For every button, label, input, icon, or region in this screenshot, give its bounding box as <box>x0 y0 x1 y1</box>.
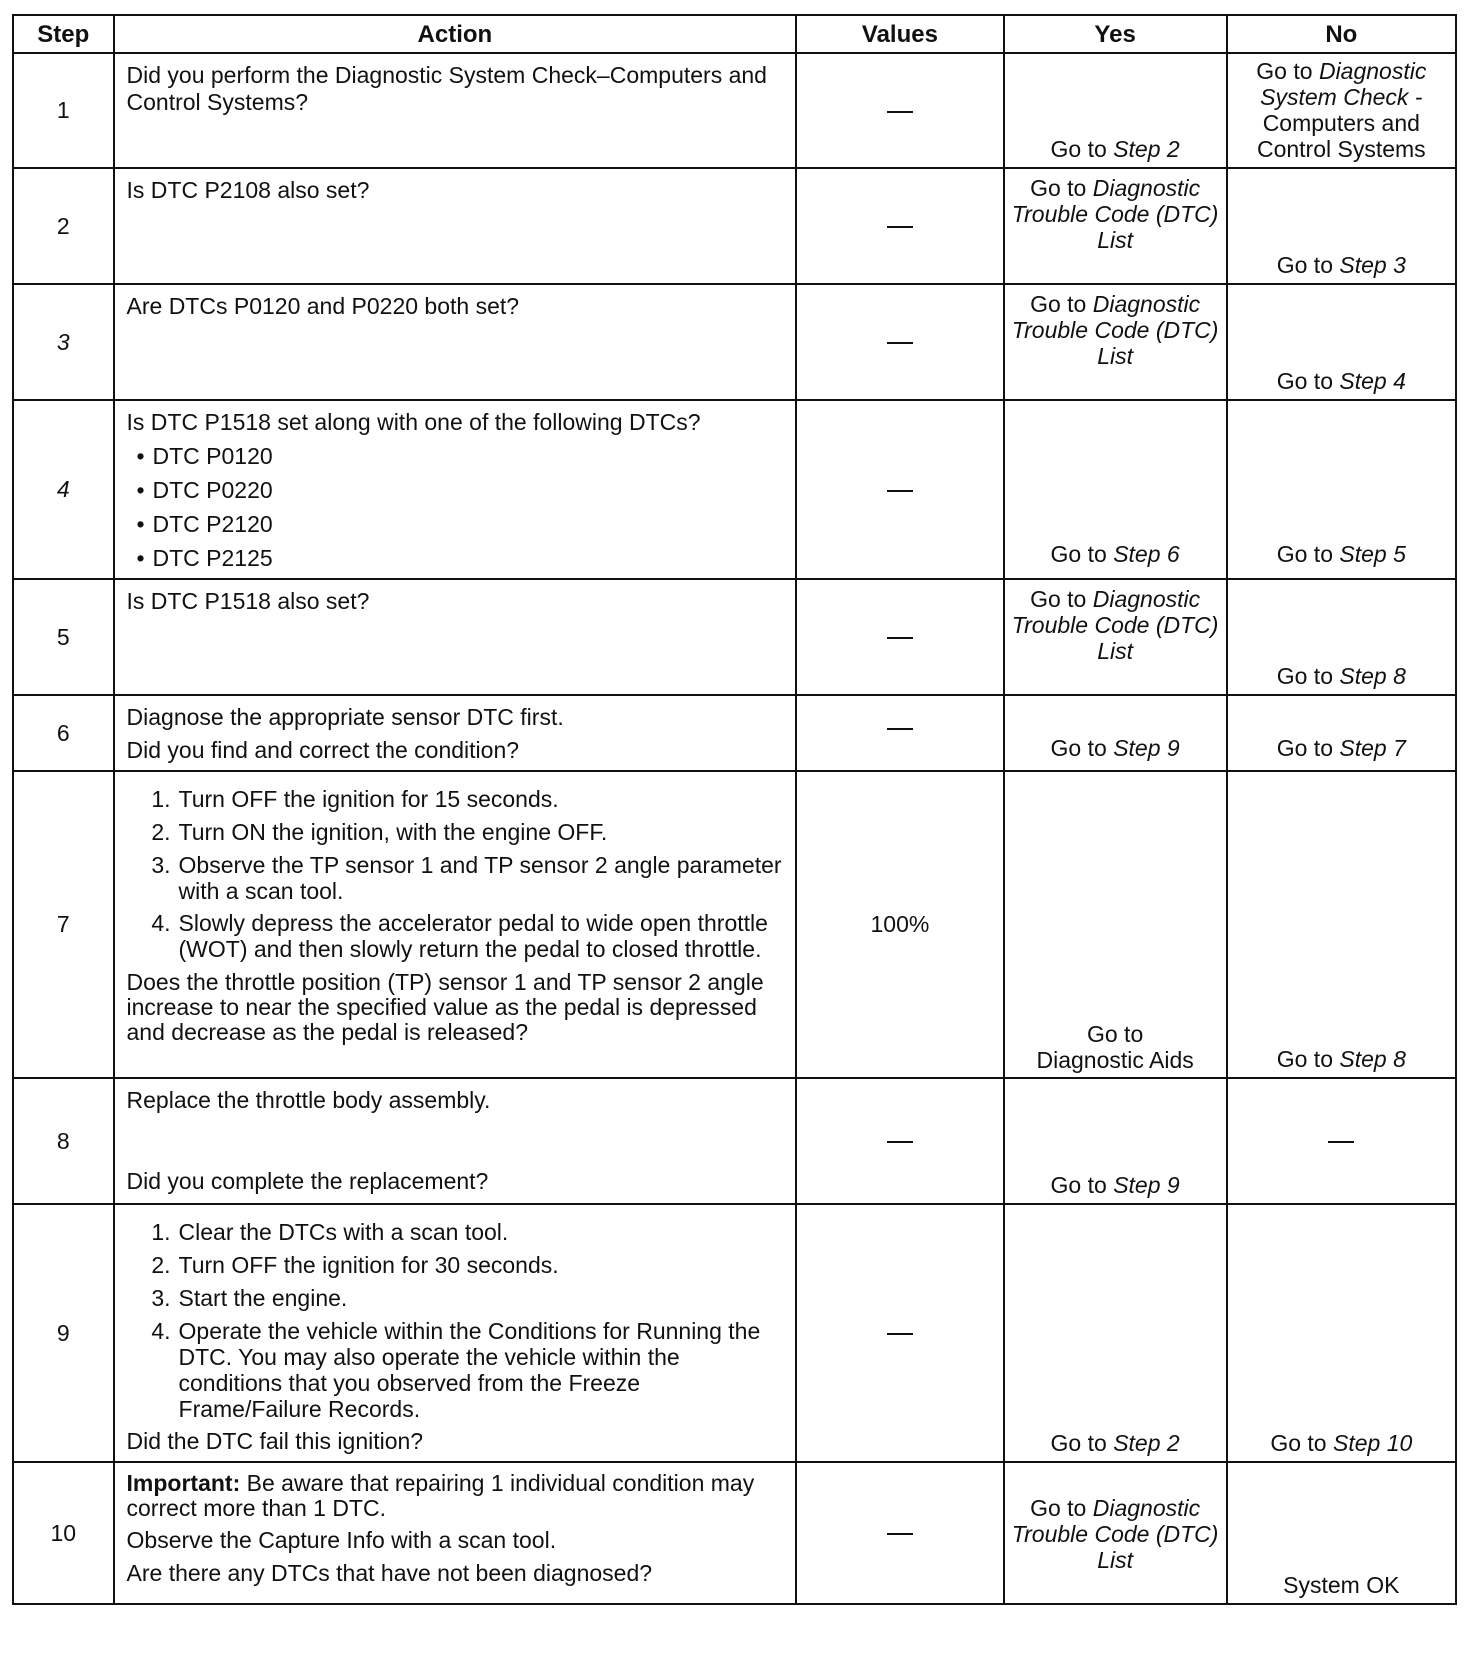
action-text <box>114 1204 797 1462</box>
procedure-list <box>127 786 788 962</box>
header-yes: Yes <box>1004 15 1227 53</box>
yes-ref: Step 2 <box>1113 136 1180 162</box>
header-values: Values <box>796 15 1003 53</box>
no-cell <box>1227 1204 1456 1462</box>
step-number: 5 <box>13 579 114 695</box>
yes-ref: Diagnostic Trouble Code (DTC) List <box>1011 1495 1219 1573</box>
action-question: Does the throttle position (TP) sensor 1 and TP sensor 2 angle increase to near the specified value as the pedal is depressed and decrease as the pedal is released? <box>126 969 764 1045</box>
action-text <box>114 168 797 284</box>
list-item: 2. Turn OFF the ignition for 30 seconds. <box>151 1252 559 1278</box>
action-question: Is DTC P1518 also set? <box>126 588 370 614</box>
table-row-step-8 <box>13 1078 1456 1204</box>
action-question: Did the DTC fail this ignition? <box>126 1428 424 1454</box>
values-cell <box>796 284 1003 400</box>
dash-mark <box>887 342 913 344</box>
dash-mark <box>1328 1141 1354 1143</box>
step-number: 7 <box>13 771 114 1078</box>
list-item: • DTC P2120 <box>127 511 788 538</box>
dtc-list <box>127 443 788 572</box>
list-item: 2. Turn ON the ignition, with the engine OFF. <box>151 819 608 845</box>
action-text <box>114 1462 797 1604</box>
action-question: Is DTC P2108 also set? <box>126 177 370 203</box>
no-suffix: Computers and Control Systems <box>1256 110 1426 162</box>
dash-mark <box>887 111 913 113</box>
values-cell <box>796 695 1003 771</box>
table-row-step-9 <box>13 1204 1456 1462</box>
yes-cell <box>1004 771 1227 1078</box>
yes-ref: Step 2 <box>1113 1430 1180 1456</box>
yes-link[interactable] <box>1011 735 1220 762</box>
step-number: 9 <box>13 1204 114 1462</box>
yes-prefix: Go to <box>1030 175 1093 201</box>
action-instruction: Diagnose the appropriate sensor DTC first. <box>126 704 564 730</box>
important-label: Important: <box>126 1470 241 1496</box>
action-instruction: Replace the throttle body assembly. <box>126 1087 491 1113</box>
no-cell <box>1227 771 1456 1078</box>
no-ref: Diagnostic System Check - <box>1260 58 1427 110</box>
no-cell <box>1227 1462 1456 1604</box>
no-ref: Step 3 <box>1339 252 1406 278</box>
action-text <box>114 400 797 579</box>
yes-link[interactable] <box>1011 175 1220 253</box>
header-row <box>13 15 1456 53</box>
important-note <box>127 1471 788 1521</box>
action-question: Did you perform the Diagnostic System Check–Computers and Control Systems? <box>126 62 767 115</box>
yes-prefix: Go to <box>1086 1021 1144 1047</box>
yes-ref: Step 6 <box>1113 541 1180 567</box>
table-row-step-2 <box>13 168 1456 284</box>
no-prefix: Go to <box>1276 735 1340 761</box>
yes-ref: Step 9 <box>1113 1172 1180 1198</box>
no-link[interactable] <box>1234 735 1449 762</box>
action-text <box>114 284 797 400</box>
no-ref: Step 5 <box>1339 541 1406 567</box>
no-link[interactable] <box>1234 58 1449 162</box>
values-cell: 100% <box>796 771 1003 1078</box>
no-ref: Step 7 <box>1339 735 1406 761</box>
yes-cell <box>1004 579 1227 695</box>
values-cell <box>796 579 1003 695</box>
table-row-step-10 <box>13 1462 1456 1604</box>
list-item: 4. Operate the vehicle within the Conditions for Running the DTC. You may also operate the vehicle within the conditions that you observed from the Freeze Frame/Failure Records. <box>151 1318 761 1422</box>
table-row-step-3 <box>13 284 1456 400</box>
yes-cell <box>1004 400 1227 579</box>
header-no: No <box>1227 15 1456 53</box>
list-item: 1. Clear the DTCs with a scan tool. <box>151 1219 509 1245</box>
yes-cell <box>1004 1078 1227 1204</box>
no-prefix: Go to <box>1276 252 1340 278</box>
yes-link[interactable] <box>1011 136 1220 163</box>
diagnostic-table <box>12 14 1457 1605</box>
yes-ref: Step 9 <box>1113 735 1180 761</box>
yes-prefix: Go to <box>1030 586 1093 612</box>
table-row-step-5 <box>13 579 1456 695</box>
table-row-step-6 <box>13 695 1456 771</box>
no-prefix: Go to <box>1276 541 1340 567</box>
list-item: 3. Observe the TP sensor 1 and TP sensor 2 angle parameter with a scan tool. <box>151 852 782 904</box>
values-cell <box>796 1462 1003 1604</box>
no-link[interactable] <box>1234 368 1449 395</box>
yes-cell <box>1004 284 1227 400</box>
step-number: 3 <box>13 284 114 400</box>
list-item: 3. Start the engine. <box>151 1285 348 1311</box>
action-instruction: Observe the Capture Info with a scan tool. <box>126 1527 557 1553</box>
yes-cell <box>1004 1462 1227 1604</box>
action-text <box>114 771 797 1078</box>
list-item: 1. Turn OFF the ignition for 15 seconds. <box>151 786 559 812</box>
no-cell <box>1227 284 1456 400</box>
yes-ref: Diagnostic Trouble Code (DTC) List <box>1011 586 1219 664</box>
no-cell <box>1227 1078 1456 1204</box>
yes-prefix: Go to <box>1050 541 1114 567</box>
list-item: 4. Slowly depress the accelerator pedal to wide open throttle (WOT) and then slowly return the pedal to closed throttle. <box>151 910 768 962</box>
action-text <box>114 53 797 168</box>
no-cell <box>1227 168 1456 284</box>
yes-prefix: Go to <box>1050 1430 1114 1456</box>
no-prefix: Go to <box>1256 58 1319 84</box>
action-question: Are there any DTCs that have not been diagnosed? <box>126 1560 653 1586</box>
list-item: • DTC P2125 <box>127 545 788 572</box>
no-ref: Step 8 <box>1339 663 1406 689</box>
dash-mark <box>887 490 913 492</box>
dash-mark <box>887 1533 913 1535</box>
no-prefix: Go to <box>1276 368 1340 394</box>
action-text <box>114 695 797 771</box>
no-prefix: Go to <box>1276 663 1340 689</box>
step-number: 10 <box>13 1462 114 1604</box>
list-item: • DTC P0120 <box>127 443 788 470</box>
yes-link[interactable] <box>1011 291 1220 369</box>
table-row-step-4 <box>13 400 1456 579</box>
dash-mark <box>887 728 913 730</box>
important-text: Be aware that repairing 1 individual condition may correct more than 1 DTC. <box>126 1470 755 1521</box>
yes-prefix: Go to <box>1050 136 1114 162</box>
no-text[interactable]: System OK <box>1283 1572 1400 1598</box>
no-cell <box>1227 53 1456 168</box>
yes-link[interactable] <box>1011 541 1220 568</box>
no-cell <box>1227 400 1456 579</box>
no-link[interactable] <box>1234 1046 1449 1073</box>
no-prefix: Go to <box>1270 1430 1333 1456</box>
procedure-list <box>127 1219 788 1422</box>
yes-link[interactable] <box>1011 1021 1220 1073</box>
no-prefix: Go to <box>1276 1046 1340 1072</box>
yes-link[interactable] <box>1011 1172 1220 1199</box>
values-cell <box>796 53 1003 168</box>
yes-prefix: Go to <box>1030 1495 1093 1521</box>
step-number: 4 <box>13 400 114 579</box>
yes-link[interactable] <box>1011 586 1220 664</box>
action-question: Is DTC P1518 set along with one of the following DTCs? <box>126 409 701 435</box>
action-question: Did you complete the replacement? <box>126 1168 489 1194</box>
values-cell <box>796 400 1003 579</box>
table-row-step-7 <box>13 771 1456 1078</box>
action-text <box>114 1078 797 1204</box>
yes-link[interactable] <box>1011 1495 1220 1573</box>
yes-prefix: Go to <box>1050 735 1114 761</box>
list-item: • DTC P0220 <box>127 477 788 504</box>
values-cell <box>796 1204 1003 1462</box>
no-ref: Step 8 <box>1339 1046 1406 1072</box>
yes-prefix: Go to <box>1050 1172 1114 1198</box>
no-link[interactable] <box>1234 663 1449 690</box>
dash-mark <box>887 226 913 228</box>
yes-link[interactable] <box>1011 1430 1220 1457</box>
no-cell <box>1227 579 1456 695</box>
yes-cell <box>1004 53 1227 168</box>
action-text <box>114 579 797 695</box>
step-number: 1 <box>13 53 114 168</box>
table-row-step-1 <box>13 53 1456 168</box>
yes-cell <box>1004 168 1227 284</box>
no-link[interactable] <box>1234 252 1449 279</box>
yes-ref: Diagnostic Aids <box>1036 1047 1194 1073</box>
yes-ref: Diagnostic Trouble Code (DTC) List <box>1011 291 1219 369</box>
header-step: Step <box>13 15 114 53</box>
yes-cell <box>1004 695 1227 771</box>
yes-cell <box>1004 1204 1227 1462</box>
step-number: 8 <box>13 1078 114 1204</box>
no-ref: Step 4 <box>1339 368 1406 394</box>
yes-ref: Diagnostic Trouble Code (DTC) List <box>1011 175 1219 253</box>
step-number: 6 <box>13 695 114 771</box>
no-link[interactable] <box>1234 541 1449 568</box>
action-question: Did you find and correct the condition? <box>126 737 520 763</box>
dash-mark <box>887 1141 913 1143</box>
values-cell <box>796 168 1003 284</box>
action-question: Are DTCs P0120 and P0220 both set? <box>126 293 520 319</box>
header-action: Action <box>114 15 797 53</box>
no-link[interactable] <box>1234 1430 1449 1457</box>
dash-mark <box>887 1333 913 1335</box>
no-ref: Step 10 <box>1333 1430 1413 1456</box>
yes-prefix: Go to <box>1030 291 1093 317</box>
dash-mark <box>887 637 913 639</box>
step-number: 2 <box>13 168 114 284</box>
values-cell <box>796 1078 1003 1204</box>
no-cell <box>1227 695 1456 771</box>
